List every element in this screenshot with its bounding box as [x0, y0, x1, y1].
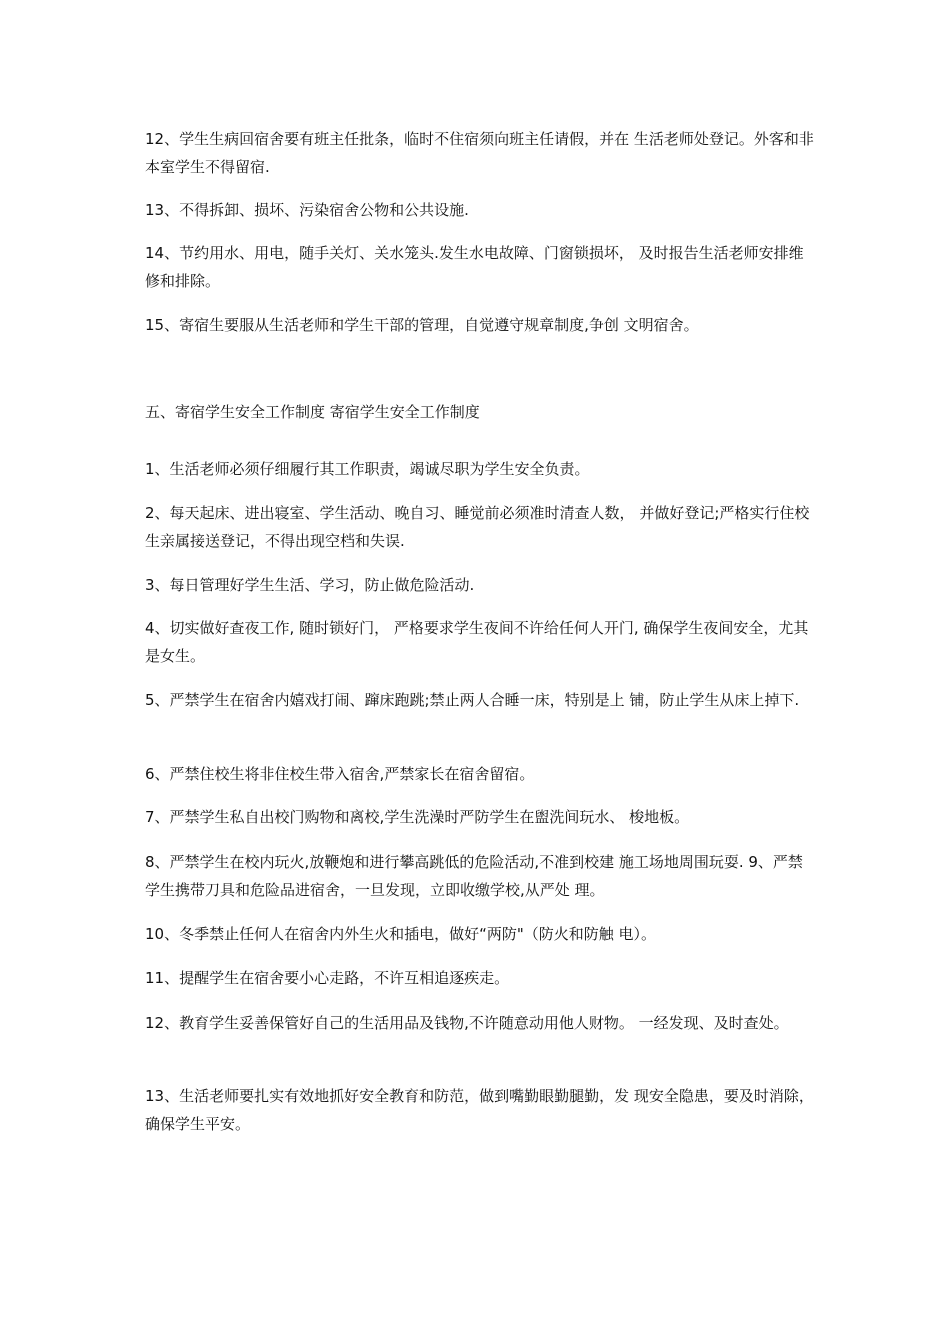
safety-rule-13-paragraph: 13、生活老师要扎实有效地抓好安全教育和防范，做到嘴勤眼勤腿勤，发 现安全隐患，要及时消除，确保学生平安。: [145, 1087, 814, 1133]
safety-rule-12-paragraph: 12、教育学生妥善保管好自己的生活用品及钱物,不许随意动用他人财物。 一经发现、及时查处。: [145, 1014, 789, 1032]
rule-12-paragraph: 12、学生生病回宿舍要有班主任批条，临时不住宿须向班主任请假，并在 生活老师处登记。外客和非本室学生不得留宿.: [145, 130, 814, 176]
rule-15-paragraph: 15、寄宿生要服从生活老师和学生干部的管理，自觉遵守规章制度,争创 文明宿舍。: [145, 316, 699, 334]
safety-rule-8-9-paragraph: 8、严禁学生在校内玩火,放鞭炮和进行攀高跳低的危险活动,不准到校建 施工场地周围玩耍. 9、严禁学生携带刀具和危险品进宿舍，一旦发现，立即收缴学校,从严处 理。: [145, 853, 803, 899]
safety-rule-3-paragraph: 3、每日管理好学生生活、学习，防止做危险活动.: [145, 576, 475, 594]
safety-rule-4-paragraph: 4、切实做好查夜工作, 随时锁好门， 严格要求学生夜间不许给任何人开门, 确保学生夜间安全，尤其是女生。: [145, 619, 809, 665]
safety-rule-2-paragraph: 2、每天起床、进出寝室、学生活动、晚自习、睡觉前必须准时清查人数， 并做好登记;严格实行住校生亲属接送登记，不得出现空档和失误.: [145, 504, 810, 550]
rule-14-paragraph: 14、节约用水、用电，随手关灯、关水笼头.发生水电故障、门窗锁损坏， 及时报告生活老师安排维修和排除。: [145, 244, 804, 290]
rule-13-paragraph: 13、不得拆卸、损坏、污染宿舍公物和公共设施.: [145, 201, 469, 219]
safety-rule-7-paragraph: 7、严禁学生私自出校门购物和离校,学生洗澡时严防学生在盥洗间玩水、 梭地板。: [145, 808, 690, 826]
safety-rule-1-paragraph: 1、生活老师必须仔细履行其工作职责，竭诚尽职为学生安全负责。: [145, 460, 590, 478]
section-heading: 五、寄宿学生安全工作制度 寄宿学生安全工作制度: [145, 403, 480, 421]
safety-rule-6-paragraph: 6、严禁住校生将非住校生带入宿舍,严禁家长在宿舍留宿。: [145, 765, 535, 783]
safety-rule-5-paragraph: 5、严禁学生在宿舍内嬉戏打闹、蹿床跑跳;禁止两人合睡一床，特别是上 铺，防止学生从床上掉下.: [145, 691, 800, 709]
safety-rule-11-paragraph: 11、提醒学生在宿舍要小心走路，不许互相追逐疾走。: [145, 969, 510, 987]
safety-rule-10-paragraph: 10、冬季禁止任何人在宿舍内外生火和插电，做好“两防"（防火和防触 电）。: [145, 925, 657, 943]
